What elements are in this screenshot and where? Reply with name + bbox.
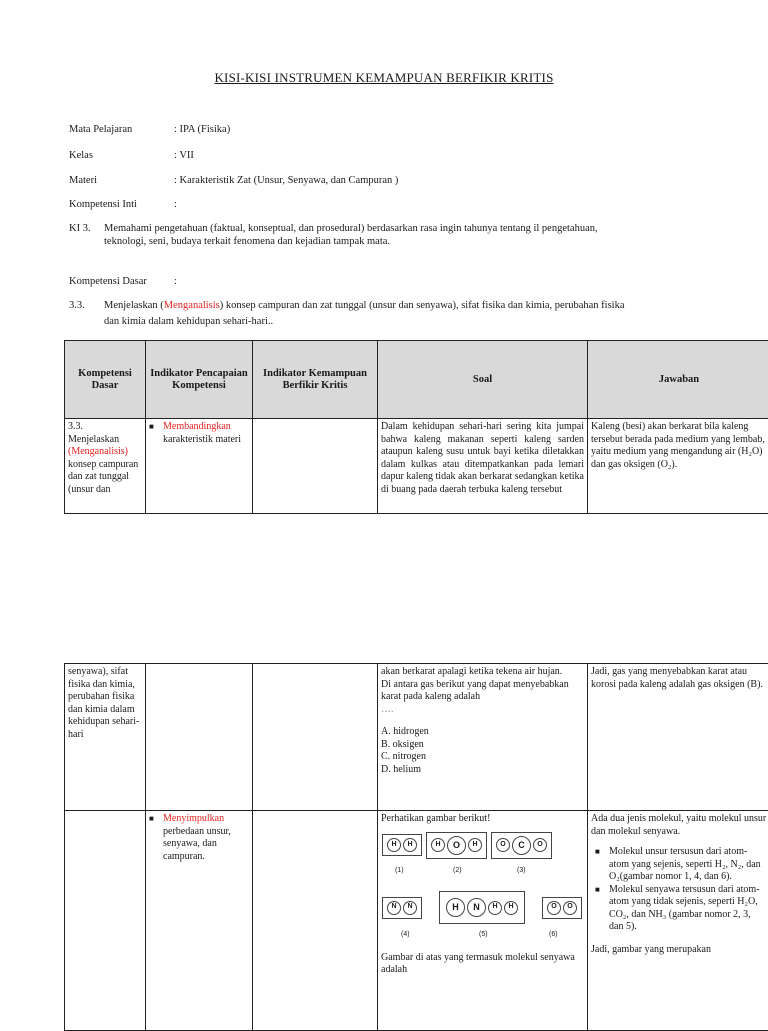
atom-n: N: [467, 898, 486, 917]
kd33-line1: [104, 300, 624, 311]
soal-cell: [378, 811, 588, 1031]
atom-h: H: [403, 838, 417, 852]
soal-dots: ….: [381, 704, 584, 717]
jawaban-bullet: [591, 884, 767, 934]
ipk-cell: [146, 419, 253, 514]
atom-n: N: [387, 901, 401, 915]
atom-n: N: [403, 901, 417, 915]
soal-cell: [378, 664, 588, 811]
molecule-1: [382, 834, 422, 856]
kd33-keyword: Menganalisis: [164, 300, 220, 311]
atom-c: C: [512, 836, 531, 855]
kd-colon: :: [174, 276, 177, 287]
ikbk-cell: [253, 419, 378, 514]
jawaban-intro: Ada dua jenis molekul, yaitu molekul unsur dan molekul senyawa.: [591, 813, 767, 838]
kd-cell-continued: senyawa), sifat fisika dan kimia, perubahan fisika dan kimia dalam kehidupan sehari-hari: [65, 664, 146, 811]
atom-o: O: [547, 901, 561, 915]
atom-h: H: [446, 898, 465, 917]
kd-cell-number: 3.3.: [68, 421, 142, 434]
label-4: (4): [401, 929, 479, 942]
ipk-cell: [146, 664, 253, 811]
info-label-materi: Materi: [69, 175, 97, 186]
table-row: [65, 664, 768, 811]
kd-cell-keyword: (Menganalisis): [68, 446, 142, 459]
ipk-text: karakteristik materi: [163, 434, 241, 445]
molecule-5: [439, 891, 525, 924]
atom-h: H: [468, 838, 482, 852]
molecule-2: [426, 832, 487, 859]
header-soal: Soal: [378, 341, 588, 419]
jawaban-cell: [588, 811, 768, 1031]
ipk-keyword: Menyimpulkan: [163, 813, 224, 824]
ipk-bullet: [149, 813, 249, 863]
soal-intro: Perhatikan gambar berikut!: [381, 813, 584, 826]
ki3-line1: Memahami pengetahuan (faktual, konseptual, dan prosedural) berdasarkan rasa ingin tahunya tentang il pengetahuan,: [104, 223, 598, 234]
option-c: C. nitrogen: [381, 751, 584, 764]
atom-h: H: [488, 901, 502, 915]
table-row: [65, 419, 768, 514]
molecule-6: [542, 897, 582, 919]
option-a: A. hidrogen: [381, 726, 584, 739]
jawaban-bullet: [591, 846, 767, 884]
jawaban-cell: Kaleng (besi) akan berkarat bila kaleng tersebut berada pada medium yang lembab, yaitu medium yang mengandung air (H₂O) dan gas oksigen (O₂).: [588, 419, 768, 514]
molecule-3: [491, 832, 552, 859]
ki3-number: KI 3.: [69, 223, 91, 234]
soal-cell: Dalam kehidupan sehari-hari sering kita jumpai bahwa kaleng makanan seperti kaleng sarden ataupun kaleng susu untuk bayi ketika diletakkan dalam kulkas atau ditempatkankan pada lemari dapur kaleng tidak akan berkarat sedangkan ketika di buang pada daerah terbuka kaleng tersebut: [378, 419, 588, 514]
label-5: (5): [479, 929, 549, 942]
jawaban-cell: Jadi, gas yang menyebabkan karat atau korosi pada kaleng adalah gas oksigen (B).: [588, 664, 768, 811]
soal-continued: akan berkarat apalagi ketika tekena air hujan.: [381, 666, 584, 679]
kisi-table-page2: [64, 663, 768, 1031]
header-jawaban: Jawaban: [588, 341, 768, 419]
ipk-bullet: [149, 421, 249, 446]
page-title: KISI-KISI INSTRUMEN KEMAMPUAN BERFIKIR KRITIS: [0, 70, 768, 86]
info-label-kelas: Kelas: [69, 150, 93, 161]
kd-cell: [65, 811, 146, 1031]
soal-question: Di antara gas berikut yang dapat menyebabkan karat pada kaleng adalah: [381, 679, 584, 704]
atom-o: O: [533, 838, 547, 852]
kd33-post: ) konsep campuran dan zat tunggal (unsur dan senyawa), sifat fisika dan kimia, perubahan fisika: [220, 300, 625, 311]
atom-h: H: [504, 901, 518, 915]
kd-label: Kompetensi Dasar: [69, 276, 147, 287]
info-value-ki: :: [174, 199, 177, 210]
jawaban-end: Jadi, gambar yang merupakan: [591, 944, 767, 957]
atom-o: O: [563, 901, 577, 915]
table-row: [65, 811, 768, 1031]
info-value-kelas: : VII: [174, 150, 194, 161]
info-label-mapel: Mata Pelajaran: [69, 124, 132, 135]
ipk-text: perbedaan unsur, senyawa, dan campuran.: [163, 826, 231, 862]
header-indikator-kritis: Indikator Kemampuan Berfikir Kritis: [253, 341, 378, 419]
info-value-mapel: : IPA (Fisika): [174, 124, 230, 135]
kd-cell: [65, 419, 146, 514]
header-indikator-pencapaian: Indikator Pencapaian Kompetensi: [146, 341, 253, 419]
label-3: (3): [517, 865, 526, 878]
soal-question: Gambar di atas yang termasuk molekul senyawa adalah: [381, 952, 584, 977]
bullet-icon: ■: [595, 846, 609, 884]
ikbk-cell: [253, 664, 378, 811]
kd33-pre: Menjelaskan (: [104, 300, 164, 311]
info-value-materi: : Karakteristik Zat (Unsur, Senyawa, dan Campuran ): [174, 175, 398, 186]
molecule-diagram: [381, 832, 584, 942]
table-header-row: [65, 341, 768, 419]
label-2: (2): [453, 865, 517, 878]
bullet-text: Molekul senyawa tersusun dari atom-atom yang tidak sejenis, seperti H₂O, CO₂, dan NH₃ (gambar nomor 2, 3, dan 5).: [609, 884, 767, 934]
header-kompetensi-dasar: Kompetensi Dasar: [65, 341, 146, 419]
ki3-line2: teknologi, seni, budaya terkait fenomena dan kejadian tampak mata.: [104, 236, 390, 247]
bullet-text: Molekul unsur tersusun dari atom-atom yang sejenis, seperti H₂, N₂, dan O₂(gambar nomor 1, 4, dan 6).: [609, 846, 767, 884]
atom-o: O: [496, 838, 510, 852]
label-1: (1): [395, 865, 453, 878]
kd33-line2: dan kimia dalam kehidupan sehari-hari..: [104, 316, 273, 327]
kd-cell-post: konsep campuran dan zat tunggal (unsur dan: [68, 459, 142, 497]
atom-h: H: [431, 838, 445, 852]
kd-cell-pre: Menjelaskan: [68, 434, 142, 447]
option-d: D. helium: [381, 764, 584, 777]
bullet-icon: ■: [149, 421, 163, 446]
info-label-ki: Kompetensi Inti: [69, 199, 137, 210]
bullet-icon: ■: [595, 884, 609, 934]
label-6: (6): [549, 929, 558, 942]
molecule-4: [382, 897, 422, 919]
ipk-cell: [146, 811, 253, 1031]
kisi-table-page1: [64, 340, 768, 514]
ikbk-cell: [253, 811, 378, 1031]
option-b: B. oksigen: [381, 739, 584, 752]
atom-o: O: [447, 836, 466, 855]
kd33-number: 3.3.: [69, 300, 85, 311]
atom-h: H: [387, 838, 401, 852]
bullet-icon: ■: [149, 813, 163, 863]
ipk-keyword: Membandingkan: [163, 421, 231, 432]
